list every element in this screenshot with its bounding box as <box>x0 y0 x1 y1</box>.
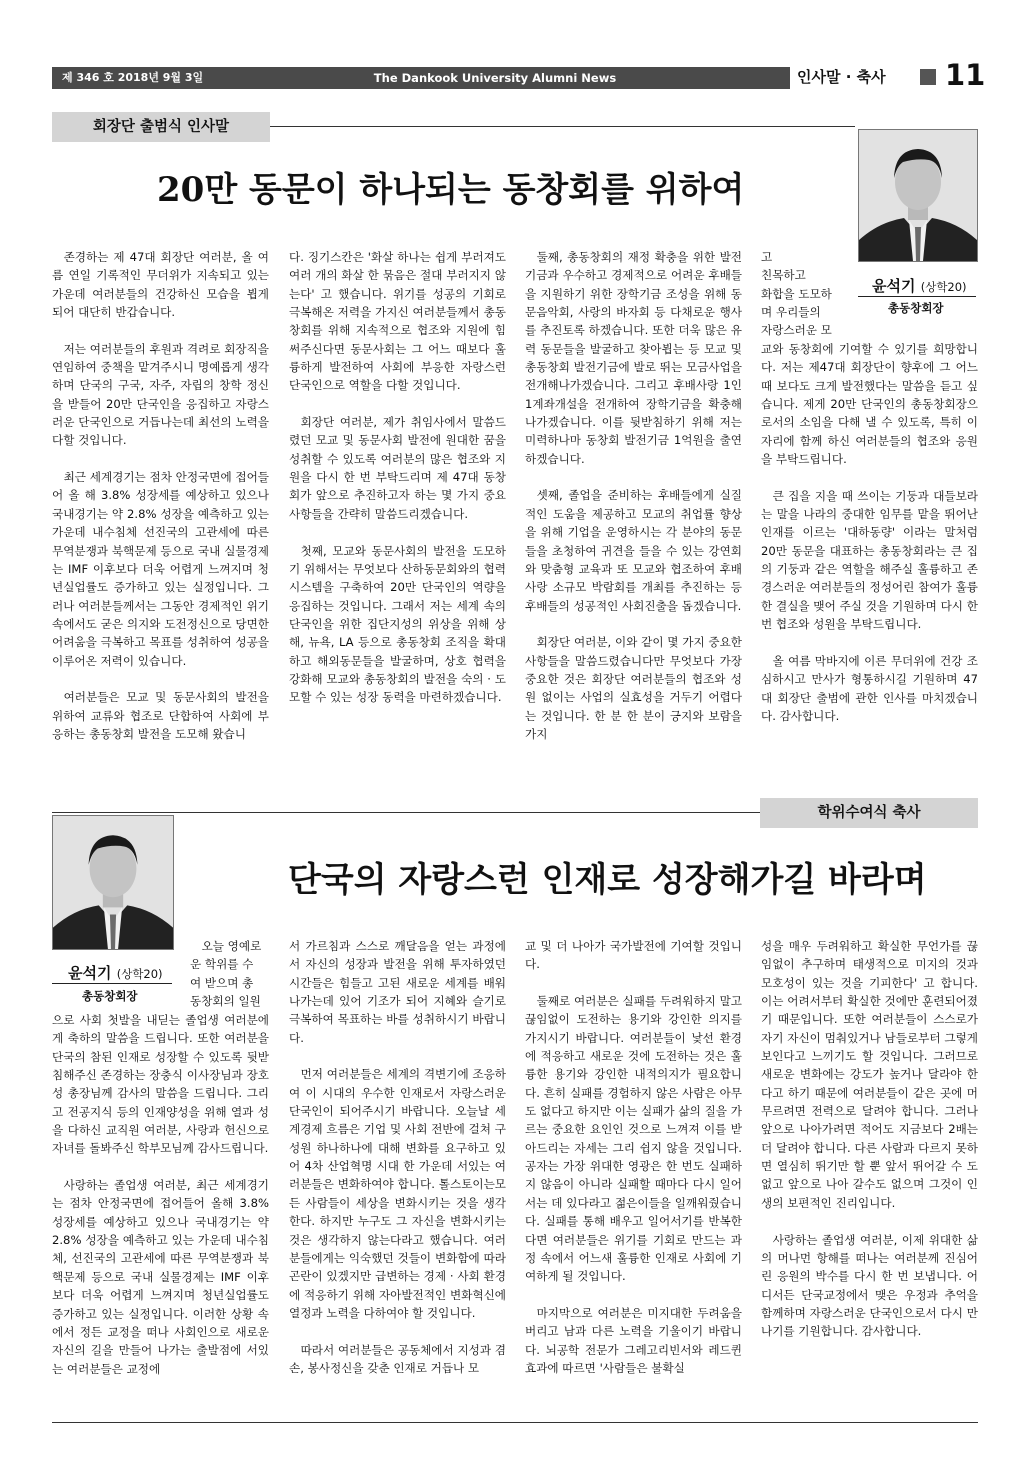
author-photo <box>858 129 978 262</box>
divider <box>52 812 760 813</box>
article2-column-3: 교 및 더 나아가 국가발전에 기여할 것입니다. 둘째로 여러분은 실패를 두려워하지 말고 끊임없이 도전하는 용기와 강인한 의지를 가지시기 바랍니다. 여러분들이 낯선 환경에 적응하고 새로운 것에 도전하는 것은 훌륭한 용기와 강인한 내적의지가 필요합니다. 흔히 실패를 경험하지 않은 사람은 아무도 없다고 하지만 이는 실패가 삶의 질을 가르는 중요한 요인인 것으로 느껴져 이를 받아드리는 자세는 그리 쉽지 않을 것입니다. 공자는 가장 위대한 영광은 한 번도 실패하지 않음이 아니라 실패할 때마다 다시 일어서는 데 있다라고 젊은이들을 일깨워줬습니다. 실패를 통해 배우고 일어서기를 반복한다면 여러분들은 위기를 기회로 만드는 과정 속에서 어느새 훌륭한 인재로 사회에 기여하게 될 것입니다. 마지막으로 여러분은 미지대한 두려움을 버리고 남과 다른 노력을 기울이기 바랍니다. 뇌공학 전문가 그레고리빈서와 레드퀸 효과에 따르면 '사람들은 불확실 <box>525 939 742 1375</box>
portrait-icon <box>859 130 977 261</box>
article1-column-1: 존경하는 제 47대 회장단 여러분, 올 여름 연일 기록적인 무더위가 지속되고 있는 가운데 여러분들의 건강하신 모습을 뵙게 되어 대단히 반갑습니다. 저는 여러분들의 후원과 격려로 회장직을 연임하여 중책을 맡겨주시니 명예롭게 생각하며 단국의 구국, 자주, 자립의 창학 정신을 받들어 20만 단국인을 응집하고 자랑스러운 단국인으로 거듭나는데 최선의 노력을 다할 것입니다. 최근 세계경기는 점차 안정국면에 접어들어 올 해 3.8% 성장세를 예상하고 있으나 국내경기는 약 2.8% 성장을 예측하고 있는 가운데 내수침체 선진국의 고관세에 따른 무역분쟁과 북핵문제 등으로 국내 실물경제는 IMF 이후보다 더욱 어렵게 느껴지며 청년실업률도 증가하고 있는 실정입니다. 그러나 여러분들께서는 그동안 경제적인 위기 속에서도 굳은 의지와 도전정신으로 당면한 어려움을 극복하고 목표를 성취하여 성공을 이루어온 저력이 있습니다. 여러분들은 모교 및 동문사회의 발전을 위하여 교류와 협조로 단합하여 사회에 부응하는 총동창회 발전을 도모해 왔습니 <box>52 250 269 741</box>
author-name: 윤석기 (상학20) <box>872 277 967 295</box>
author-name: 윤석기 (상학20) <box>68 964 163 982</box>
issue-info: 제 346 호 2018년 9월 3일 <box>62 71 204 84</box>
article2-column-2: 서 가르침과 스스로 깨달음을 얻는 과정에서 자신의 성장과 발전을 위해 투자하였던 시간들은 힘들고 고된 새로운 세계를 배워나가는데 있어 기조가 되어 지혜와 슬기로 극복하여 목표하는 바를 성취하시기 바랍니다. 먼저 여러분들은 세계의 격변기에 조응하여 이 시대의 우수한 인재로서 자랑스러운 단국인이 되어주시기 바랍니다. 오늘날 세계경제 흐름은 기업 및 사회 전반에 걸쳐 구성원 하나하나에 대해 변화를 요구하고 있어 4차 산업혁명 시대 한 가운데 서있는 여러분들은 변화하여야 합니다. 톨스토이는모든 사람들이 세상을 변화시키는 것을 생각한다. 하지만 누구도 그 자신을 변화시키는 것은 생각하지 않는다라고 했습니다. 여러분들에게는 익숙했던 것들이 변화함에 따라 곤란이 있겠지만 급변하는 경제 · 사회 환경에 적응하기 위해 자아발전적인 변화혁신에 열정과 노력을 다하여야 할 것입니다. 따라서 여러분들은 공동체에서 지성과 겸손, 봉사정신을 갖춘 인재로 거듭나 모 <box>289 939 506 1375</box>
divider <box>270 126 855 127</box>
caption-rule <box>52 983 172 984</box>
article1-column-4-wrap: 고 친목하고 화합을 도모하 며 우리들의 자랑스러운 모 <box>761 250 832 338</box>
portrait-icon <box>53 816 173 949</box>
newspaper-name: The Dankook University Alumni News <box>373 71 617 85</box>
author-title: 총동창회장 <box>888 301 944 315</box>
author-photo <box>52 815 174 950</box>
article2-column-4: 성을 매우 두려워하고 확실한 무언가를 끊임없이 추구하며 태생적으로 미지의 것과 모호성이 있는 것을 기피한다' 고 합니다. 이는 어려서부터 확실한 것에만 훈련되어졌기 때문입니다. 또한 여러분들이 스스로가 자기 자신이 멈춰있거나 남들로부터 그렇게 보인다고 느끼기도 할 것입니다. 그러므로 새로운 변화에는 강도가 높거나 달라야 한다고 하기 때문에 여러분들이 같은 곳에 머무르려면 전력으로 달려야 합니다. 그러나 앞으로 나아가려면 적어도 지금보다 2배는 더 달려야 합니다. 다른 사람과 다르지 못하면 열심히 뛰기만 할 뿐 앞서 뛰어갈 수 도 없고 앞으로 나아 갈수도 없으며 그것이 인생의 보편적인 진리입니다. 사랑하는 졸업생 여러분, 이제 위대한 삶의 머나먼 항해를 떠나는 여러분께 진심어린 응원의 박수를 다시 한 번 보냅니다. 어디서든 단국교정에서 맺은 우정과 추억을 함께하며 자랑스러운 단국인으로서 다시 만나기를 기원합니다. 감사합니다. <box>761 939 978 1339</box>
page-number: 11 <box>945 58 986 92</box>
article2-title: 단국의 자랑스런 인재로 성장해가길 바라며 <box>288 860 927 900</box>
article2-section-tag: 학위수여식 축사 <box>760 798 978 828</box>
article1-column-2: 다. 징기스칸은 '화살 하나는 쉽게 부러져도 여러 개의 화살 한 묶음은 절대 부러지지 않는다' 고 했습니다. 위기를 성공의 기회로 극복해온 저력을 가지신 여러분들께서 총동창회를 위해 지속적으로 협조와 지원에 힘써주신다면 동문사회는 그 어느 때보다 훌륭하게 발전하여 사회에 부응한 자랑스런 단국인으로 역할을 다할 것입니다. 회장단 여러분, 제가 취임사에서 말씀드렸던 모교 및 동문사회 발전에 원대한 꿈을 성취할 수 있도록 여러분의 많은 협조와 지원을 다시 한 번 부탁드리며 제 47대 동창회가 앞으로 추진하고자 하는 몇 가지 중요 사항들을 간략히 말씀드리겠습니다. 첫째, 모교와 동문사회의 발전을 도모하기 위해서는 무엇보다 산하동문회와의 협력시스템을 구축하여 20만 단국인의 역량을 응집하는 것입니다. 그래서 저는 세계 속의 단국인을 위한 집단지성의 위상을 위해 상해, 뉴욕, LA 등으로 총동창회 조직을 확대하고 해외동문들을 발굴하며, 상호 협력을 강화해 모교와 총동창회의 발전을 숙의 · 도모할 수 있는 성장 동력을 마련하겠습니다. <box>289 250 506 705</box>
article1-section-tag: 회장단 출범식 인사말 <box>52 112 270 142</box>
article1-column-3: 둘째, 총동창회의 재정 확충을 위한 발전기금과 우수하고 경제적으로 어려운 후배들을 지원하기 위한 장학기금 조성을 위해 동문음악회, 사랑의 바자회 등 다채로운 행사를 추진토록 하겠습니다. 또한 더욱 많은 유력 동문들을 발굴하고 찾아뵙는 등 모교 및 총동창회 발전기금에 발로 뛰는 모금사업을 전개해나가겠습니다. 그리고 후배사랑 1인 1계좌개설을 전개하여 장학기금을 확충해 나가겠습니다. 이를 뒷받침하기 위해 저는 미력하나마 동창회 발전기금 1억원을 출연하겠습니다. 셋째, 졸업을 준비하는 후배들에게 실질적인 도움을 제공하고 모교의 취업률 향상을 위해 기업을 운영하시는 각 분야의 동문들을 초청하여 귀견을 들을 수 있는 강연회와 맞춤형 교육과 또 모교와 협조하여 후배사랑 소규모 박람회를 개최를 추진하는 등 후배들의 성공적인 사회진출을 돕겠습니다. 회장단 여러분, 이와 같이 몇 가지 중요한 사항들을 말씀드렸습니다만 무엇보다 가장 중요한 것은 회장단 여러분들의 협조와 성원 없이는 사업의 실효성을 거두기 어렵다는 것입니다. 한 분 한 분이 긍지와 보람을 가지 <box>525 250 742 741</box>
article2-column-1-wrap: 오늘 영예로 운 학위를 수 여 받으며 총 동창회의 일원 <box>190 939 262 1009</box>
section-name: 인사말 · 축사 <box>797 68 886 86</box>
caption-rule <box>858 296 976 297</box>
page-bottom-rule <box>52 1422 978 1423</box>
square-icon <box>920 69 936 85</box>
article1-title: 20만 동문이 하나되는 동창회를 위하여 <box>157 170 745 210</box>
article1-column-4: 교와 동창회에 기여할 수 있기를 희망합니다. 저는 제47대 회장단이 향후에 그 어느 때 보다도 크게 발전했다는 말씀을 듣고 싶습니다. 제게 20만 단국인의 총동창회장으로서의 소임을 다해 낼 수 있도록, 특히 이 자리에 함께 하신 여러분들의 협조와 응원을 부탁드립니다. 큰 집을 지을 때 쓰이는 기둥과 대들보라는 말을 나라의 중대한 임무를 맡을 뛰어난 인재를 이르는 '대하동량' 이라는 말처럼 20만 동문을 대표하는 총동창회라는 큰 집의 기둥과 같은 역할을 해주실 훌륭하고 존경스러운 여러분들의 정성어린 참여가 훌륭한 결실을 맺어 주실 것을 기원하며 다시 한 번 협조와 성원을 부탁드립니다. 올 여름 막바지에 이른 무더위에 건강 조심하시고 만사가 형통하시길 기원하며 47대 회장단 출범에 관한 인사를 마치겠습니다. 감사합니다. <box>761 342 978 723</box>
author-title: 총동창회장 <box>82 989 138 1003</box>
article2-column-1: 으로 사회 첫발을 내딛는 졸업생 여러분에게 축하의 말씀을 드립니다. 또한 여러분을 단국의 참된 인재로 성장할 수 있도록 뒷받침해주신 존경하는 장충식 이사장님과 장호성 총장님께 감사의 말씀을 드립니다. 그리고 전공지식 등의 인재양성을 위해 열과 성을 다하신 교직원 여러분, 사랑과 헌신으로 자녀를 돌봐주신 학부모님께 감사드립니다. 사랑하는 졸업생 여러분, 최근 세계경기는 점차 안정국면에 접어들어 올해 3.8% 성장세를 예상하고 있으나 국내경기는 약 2.8% 성장을 예측하고 있는 가운데 내수침체, 선진국의 고관세에 따른 무역분쟁과 북핵문제 등으로 국내 실물경제는 IMF 이후보다 더욱 어렵게 느껴지며 청년실업률도 증가하고 있는 실정입니다. 이러한 상황 속에서 정든 교정을 떠나 사회인으로 새로운 자신의 길을 만들어 나가는 출발점에 서있는 여러분들은 교정에 <box>52 1013 269 1376</box>
